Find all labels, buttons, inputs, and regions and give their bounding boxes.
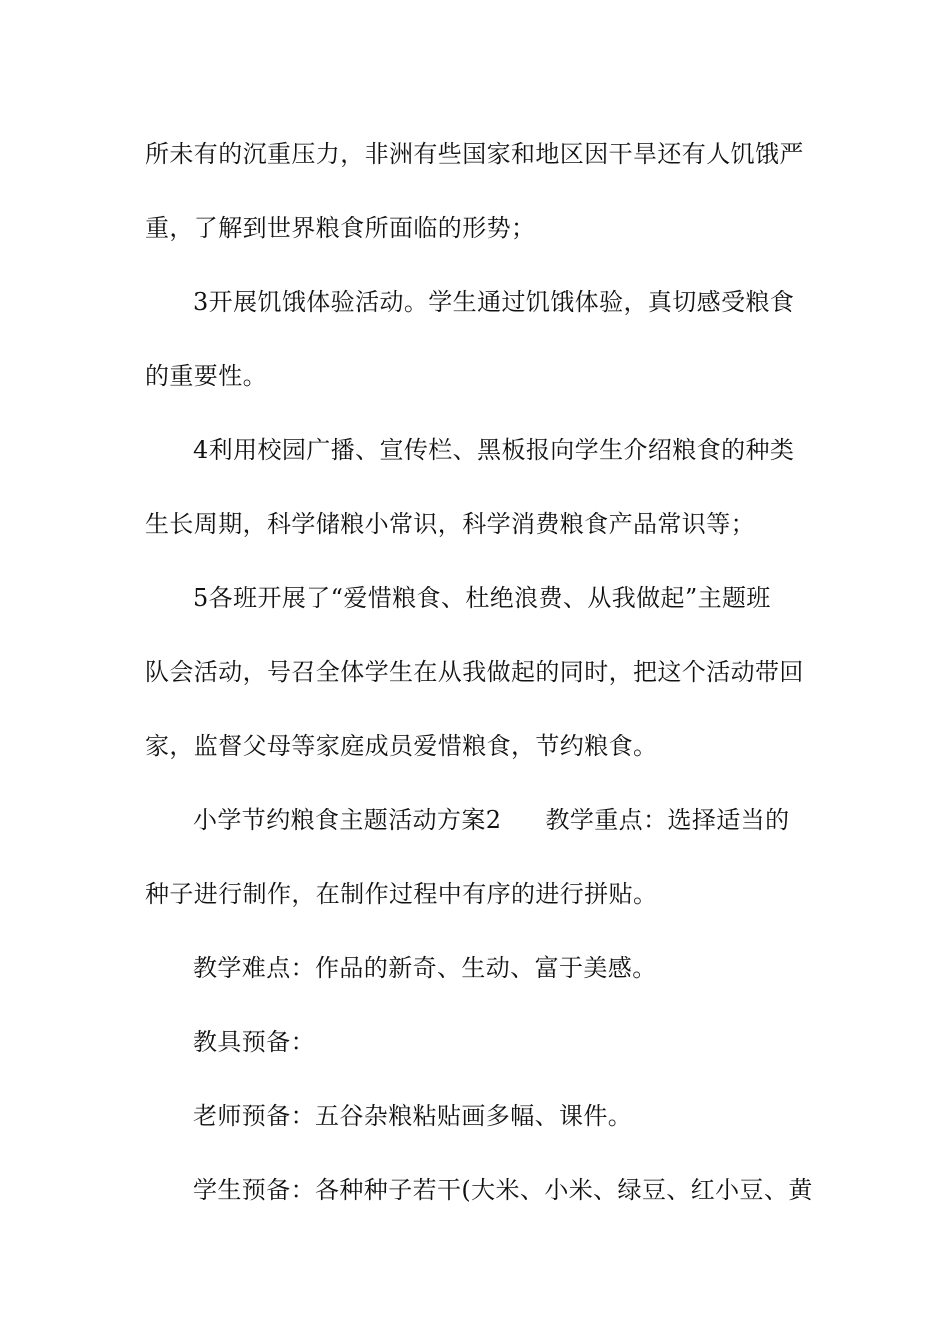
section-heading-line: [193, 804, 863, 836]
paragraph-line: 5各班开展了“爱惜粮食、杜绝浪费、从我做起”主题班: [193, 584, 771, 612]
paragraph-line: 家，监督父母等家庭成员爱惜粮食，节约粮食。: [145, 732, 658, 760]
paragraph-line: 教具预备：: [193, 1028, 315, 1056]
paragraph-line: 老师预备：五谷杂粮粘贴画多幅、课件。: [193, 1102, 633, 1130]
teaching-focus-label: 教学重点：选择适当的: [545, 806, 790, 834]
paragraph-line: 种子进行制作，在制作过程中有序的进行拼贴。: [145, 880, 658, 908]
paragraph-line: 4利用校园广播、宣传栏、黑板报向学生介绍粮食的种类: [193, 436, 795, 464]
paragraph-line: 教学难点：作品的新奇、生动、富于美感。: [193, 954, 657, 982]
section-title: 小学节约粮食主题活动方案2: [193, 806, 502, 834]
paragraph-line: 学生预备：各种种子若干(大米、小米、绿豆、红小豆、黄: [193, 1176, 813, 1204]
paragraph-line: 3开展饥饿体验活动。学生通过饥饿体验，真切感受粮食: [193, 288, 795, 316]
paragraph-line: 的重要性。: [145, 362, 267, 390]
paragraph-line: 队会活动，号召全体学生在从我做起的同时，把这个活动带回: [145, 658, 804, 686]
paragraph-line: 生长周期，科学储粮小常识，科学消费粮食产品常识等；: [145, 510, 755, 538]
paragraph-line: 重，了解到世界粮食所面临的形势；: [145, 214, 536, 242]
paragraph-line: 所未有的沉重压力，非洲有些国家和地区因干旱还有人饥饿严: [145, 140, 804, 168]
